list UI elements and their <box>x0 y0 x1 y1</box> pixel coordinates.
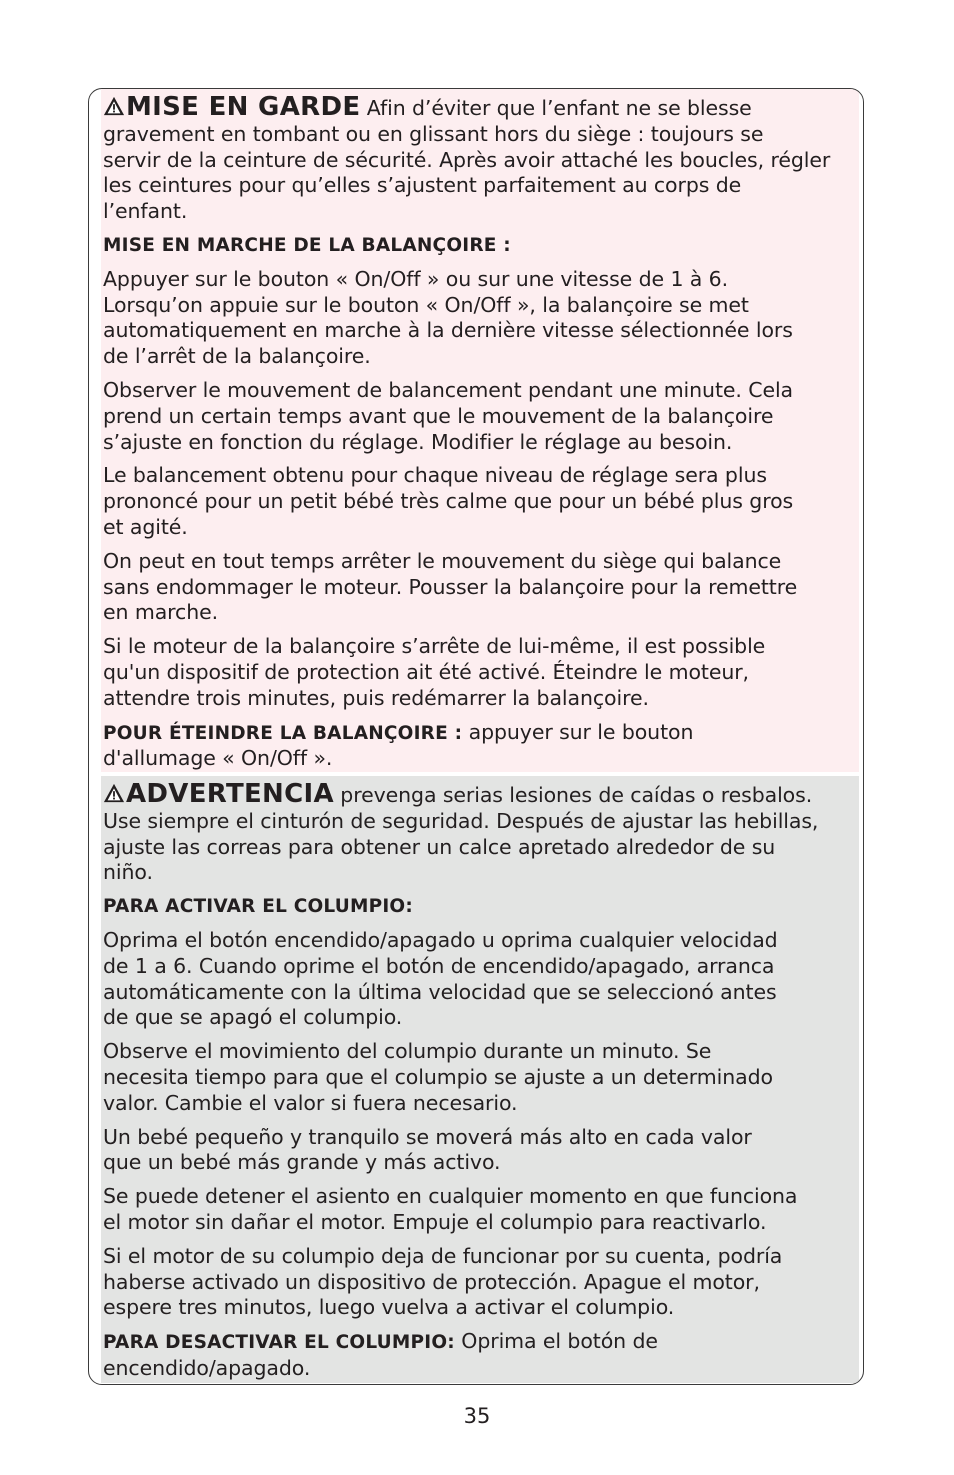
fr-stop-heading: POUR ÉTEINDRE LA BALANÇOIRE : <box>103 722 463 744</box>
warning-triangle-icon <box>103 95 125 117</box>
es-stop-paragraph: PARA DESACTIVAR EL COLUMPIO: Oprima el botón de encendido/apagado. <box>103 1329 658 1380</box>
spanish-section <box>101 776 859 1383</box>
fr-paragraph-3: Le balancement obtenu pour chaque niveau de réglage sera plus prononcé pour un petit bébé très calme que pour un bébé plus gros et agité. <box>103 463 794 539</box>
fr-paragraph-1: Appuyer sur le bouton « On/Off » ou sur une vitesse de 1 à 6. Lorsqu’on appuie sur le bouton « On/Off », la balançoire se met automatiquement en marche à la dernière vitesse sélectionnée lors de l’arrêt de la balançoire. <box>103 266 793 369</box>
fr-stop-paragraph: POUR ÉTEINDRE LA BALANÇOIRE : appuyer sur le bouton d'allumage « On/Off ». <box>103 719 694 771</box>
fr-warning-line: l’enfant. <box>103 199 188 224</box>
fr-start-heading: MISE EN MARCHE DE LA BALANÇOIRE : <box>103 234 511 256</box>
fr-warning-line: les ceintures pour qu’elles s’ajustent parfaitement au corps de <box>103 173 742 198</box>
es-warning-text: prevenga serias lesiones de caídas o resbalos. <box>333 783 813 807</box>
es-paragraph-1: Oprima el botón encendido/apagado u oprima cualquier velocidad de 1 a 6. Cuando oprime el botón de encendido/apagado, arranca automáticamente con la última velocidad que se seleccionó antes de que se apagó el columpio. <box>103 927 778 1030</box>
es-warning-title: ADVERTENCIA <box>126 779 334 809</box>
fr-paragraph-5: Si le moteur de la balançoire s’arrête de lui-même, il est possible qu'un dispositif de protection ait été activé. Éteindre le moteur, attendre trois minutes, puis redémarrer la balançoire. <box>103 634 766 710</box>
fr-warning-paragraph <box>103 92 859 225</box>
fr-paragraph-2: Observer le mouvement de balancement pendant une minute. Cela prend un certain temps avant que le mouvement de la balançoire s’ajuste en fonction du réglage. Modifier le réglage au besoin. <box>103 377 794 454</box>
es-paragraph-2: Observe el movimiento del columpio durante un minuto. Se necesita tiempo para que el columpio se ajuste a un determinado valor. Cambie el valor si fuera necesario. <box>103 1039 773 1115</box>
fr-paragraph-4: On peut en tout temps arrêter le mouvement du siège qui balance sans endommager le moteur. Pousser la balançoire pour la remettre en marche. <box>103 548 798 625</box>
es-paragraph-5: Si el motor de su columpio deja de funcionar por su cuenta, podría haberse activado un dispositivo de protección. Apague el motor, espere tres minutos, luego vuelva a activar el columpio. <box>103 1243 783 1320</box>
page-number: 35 <box>463 1404 491 1428</box>
es-stop-heading: PARA DESACTIVAR EL COLUMPIO: <box>103 1332 455 1354</box>
fr-warning-line: gravement en tombant ou en glissant hors du siège : toujours se <box>103 121 764 146</box>
es-warning-paragraph: ADVERTENCIA prevenga serias lesiones de caídas o resbalos. Use siempre el cinturón de seguridad. Después de ajustar las hebillas, ajuste las correas para obtener un calce apretado alrededor de su niño. <box>103 779 819 885</box>
fr-warning-text: Afin d’éviter que l’enfant ne se blesse <box>360 96 752 120</box>
warning-triangle-icon <box>103 782 125 804</box>
fr-warning-title: MISE EN GARDE <box>126 92 361 122</box>
es-paragraph-3: Un bebé pequeño y tranquilo se moverá más alto en cada valor que un bebé más grande y más activo. <box>103 1124 752 1175</box>
fr-warning-line: servir de la ceinture de sécurité. Après avoir attaché les boucles, régler <box>103 147 831 172</box>
es-paragraph-4: Se puede detener el asiento en cualquier momento en que funciona el motor sin dañar el motor. Empuje el columpio para reactivarlo. <box>103 1184 798 1234</box>
es-start-heading: PARA ACTIVAR EL COLUMPIO: <box>103 896 413 918</box>
content-frame <box>88 88 864 1385</box>
french-section <box>101 89 859 772</box>
